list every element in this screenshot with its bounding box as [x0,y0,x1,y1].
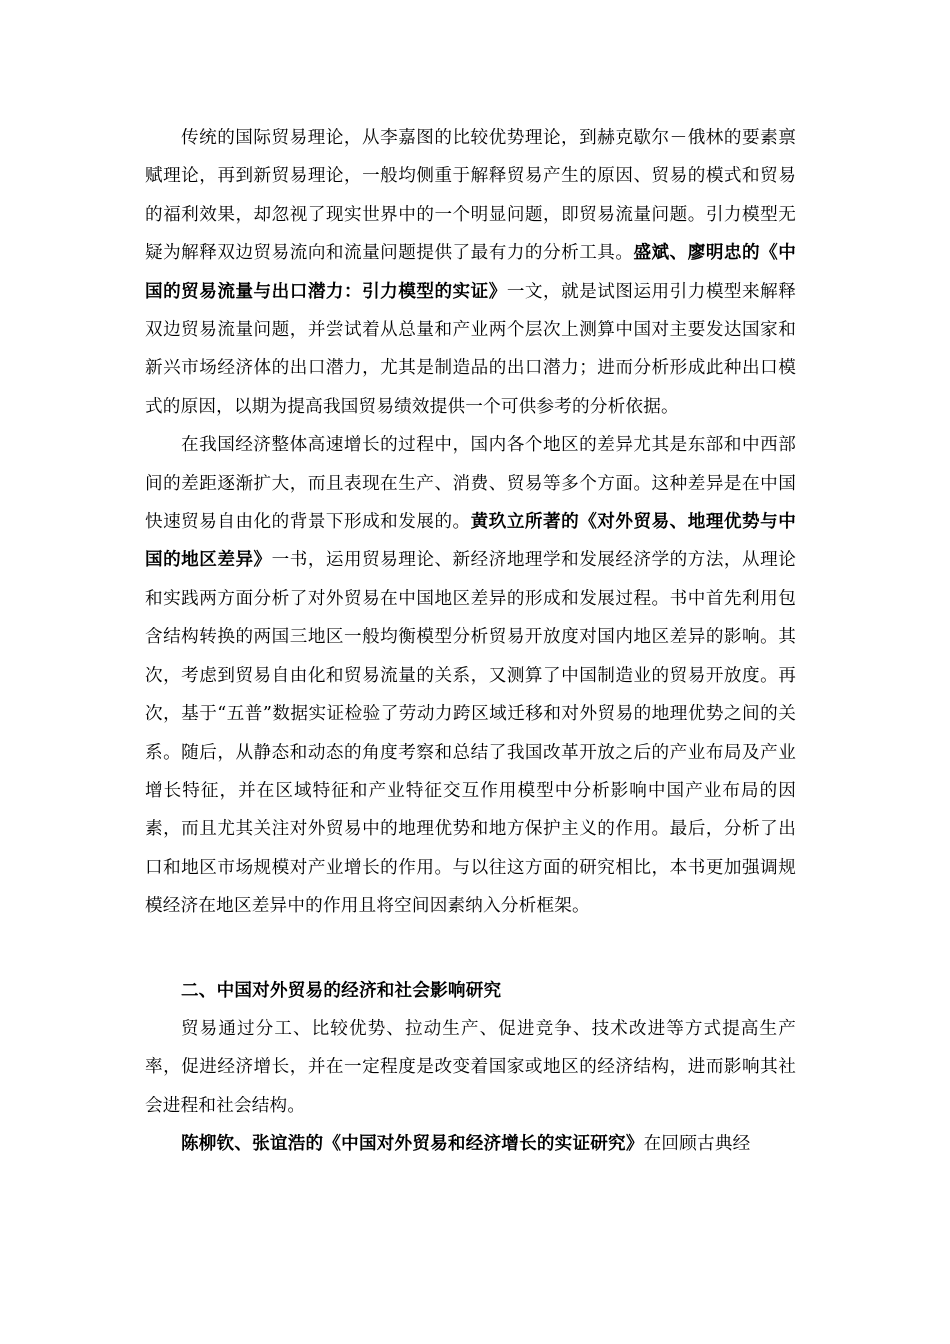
section-heading: 二、中国对外贸易的经济和社会影响研究 [181,979,502,1001]
paragraph-text: 一书，运用贸易理论、新经济地理学和发展经济学的方法，从理论和实践两方面分析了对外贸易在中国地区差异的形成和发展过程。书中首先利用包含结构转换的两国三地区一般均衡模型分析贸易开放度对国内地区差异的影响。其次，考虑到贸易自由化和贸易流量的关系，又测算了中国制造业的贸易开放度。再次，基于“五普”数据实证检验了劳动力跨区域迁移和对外贸易的地理优势之间的关系。随后，从静态和动态的角度考察和总结了我国改革开放之后的产业布局及产业增长特征，并在区域特征和产业特征交互作用模型中分析影响中国产业布局的因素，而且尤其关注对外贸易中的地理优势和地方保护主义的作用。最后，分析了出口和地区市场规模对产业增长的作用。与以往这方面的研究相比，本书更加强调规模经济在地区差异中的作用且将空间因素纳入分析框架。 [145,550,796,917]
paragraph-text: 贸易通过分工、比较优势、拉动生产、促进竞争、技术改进等方式提高生产率，促进经济增长，并在一定程度是改变着国家或地区的经济结构，进而影响其社会进程和社会结构。 [145,1018,796,1116]
paragraph-gravity-model [145,119,796,426]
paragraph-trade-effects [145,1010,796,1125]
paragraph-text: 传统的国际贸易理论，从李嘉图的比较优势理论，到赫克歇尔－俄林的要素禀赋理论，再到新贸易理论，一般均侧重于解释贸易产生的原因、贸易的模式和贸易的福利效果，却忽视了现实世界中的一个明显问题，即贸易流量问题。引力模型无疑为解释双边贸易流向和流量问题提供了最有力的分析工具。 [145,128,796,264]
paragraph-text: 在回顾古典经 [643,1134,751,1155]
paragraph-regional-differences [145,426,796,925]
bold-citation: 黄玖立所著的《对外贸易、地理优势与中国的地区差异》 [145,511,797,571]
bold-citation: 陈柳钦、张谊浩的《中国对外贸易和经济增长的实证研究》 [181,1133,644,1155]
paragraph-growth-study [145,1125,796,1163]
bold-citation: 盛斌、廖明忠的《中国的贸易流量与出口潜力：引力模型的实证》 [145,242,796,302]
document-body [145,119,796,1164]
paragraph-text: 一文，就是试图运用引力模型来解释双边贸易流量问题，并尝试着从总量和产业两个层次上测算中国对主要发达国家和新兴市场经济体的出口潜力，尤其是制造品的出口潜力；进而分析形成此种出口模式的原因，以期为提高我国贸易绩效提供一个可供参考的分析依据。 [145,281,796,417]
paragraph-text: 在我国经济整体高速增长的过程中，国内各个地区的差异尤其是东部和中西部间的差距逐渐扩大，而且表现在生产、消费、贸易等多个方面。这种差异是在中国快速贸易自由化的背景下形成和发展的。 [145,435,796,533]
